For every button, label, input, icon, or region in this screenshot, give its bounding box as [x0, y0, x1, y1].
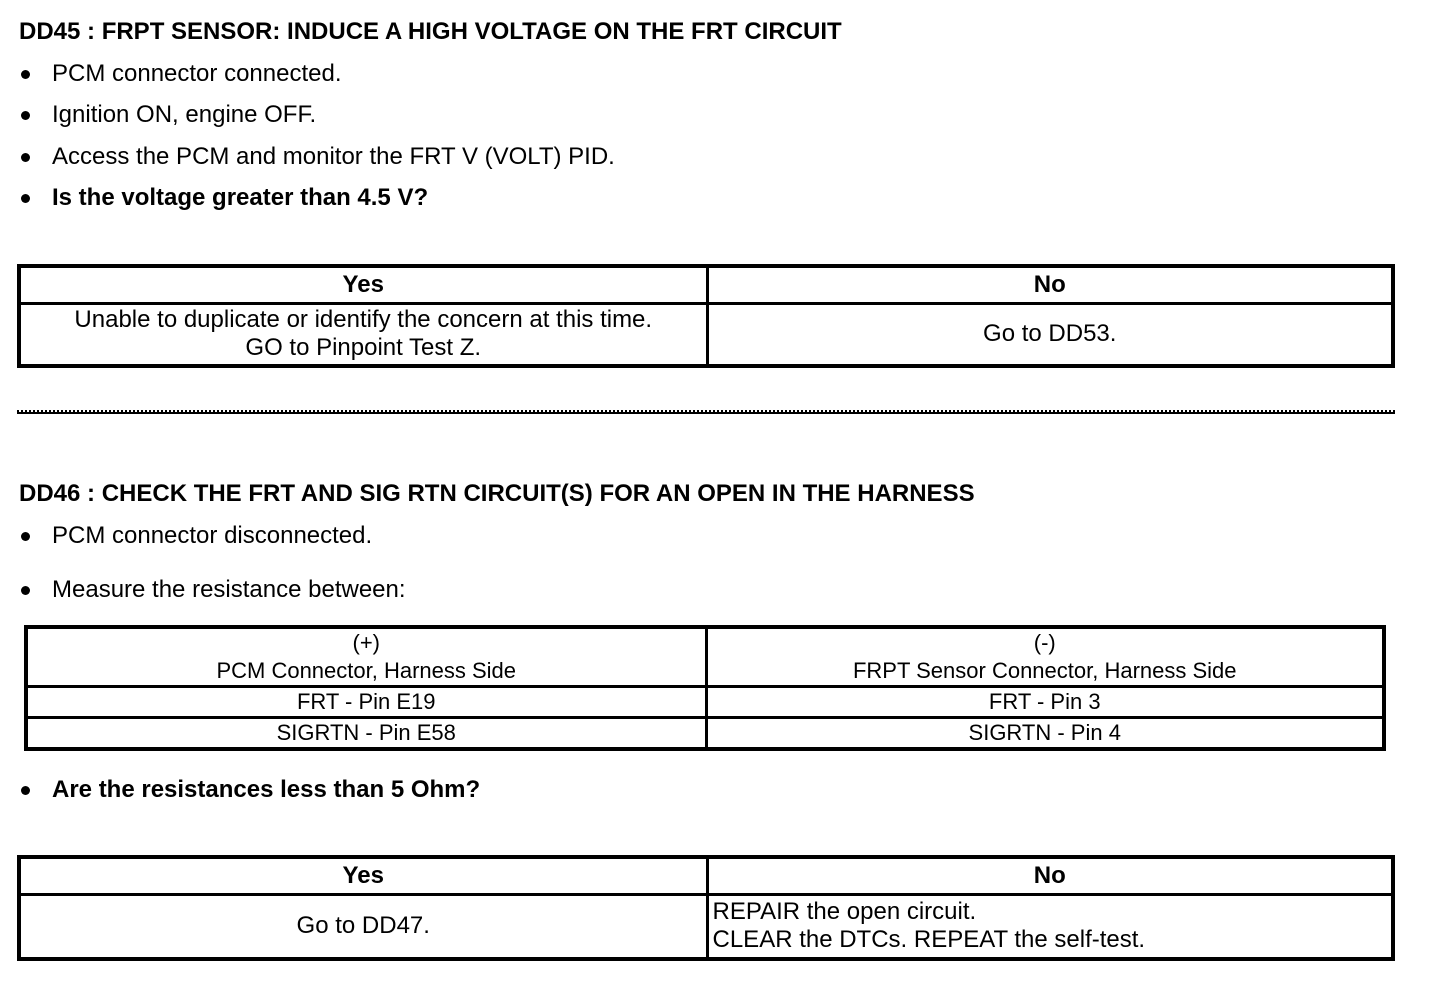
negative-column-header — [706, 627, 1384, 687]
yes-line-1: Unable to duplicate or identify the concern at this time. — [74, 306, 653, 334]
bullet-dot — [21, 111, 30, 120]
table-row — [26, 718, 1384, 750]
bullet-text: Measure the resistance between: — [52, 576, 406, 603]
bullet-dot — [21, 153, 30, 162]
no-header: No — [707, 266, 1393, 304]
bullet-text: Ignition ON, engine OFF. — [52, 101, 317, 128]
positive-column-header — [26, 627, 706, 687]
dd46-bullet-1 — [19, 522, 372, 550]
no-header: No — [707, 857, 1393, 895]
dd46-heading: DD46 : CHECK THE FRT AND SIG RTN CIRCUIT(S) FOR AN OPEN IN THE HARNESS — [19, 480, 975, 507]
yes-header: Yes — [19, 266, 707, 304]
negative-label: FRPT Sensor Connector, Harness Side — [852, 658, 1237, 683]
no-line-2: CLEAR the DTCs. REPEAT the self-test. — [712, 926, 1146, 954]
bullet-text: PCM connector connected. — [52, 60, 342, 87]
dd46-bullet-2 — [19, 576, 406, 604]
positive-sign: (+) — [352, 630, 380, 655]
bullet-dot — [21, 532, 30, 541]
pcm-pin-cell: FRT - Pin E19 — [26, 687, 706, 718]
bullet-text: Is the voltage greater than 4.5 V? — [52, 184, 429, 211]
dd45-bullet-2 — [19, 101, 316, 129]
bullet-text: Access the PCM and monitor the FRT V (VOLT) PID. — [52, 143, 615, 170]
yes-line-2: GO to Pinpoint Test Z. — [245, 334, 482, 362]
dd45-bullet-3 — [19, 143, 615, 171]
no-cell — [707, 895, 1393, 959]
bullet-text: PCM connector disconnected. — [52, 522, 373, 549]
dd45-bullet-1 — [19, 60, 342, 88]
bullet-text: Are the resistances less than 5 Ohm? — [52, 776, 481, 803]
bullet-dot — [21, 194, 30, 203]
dd46-yes-no-table — [17, 855, 1395, 961]
yes-cell — [19, 304, 707, 366]
yes-header: Yes — [19, 857, 707, 895]
resistance-measurement-table — [24, 625, 1386, 751]
dd46-question — [19, 776, 480, 804]
no-line-1: REPAIR the open circuit. — [712, 898, 977, 926]
no-cell: Go to DD53. — [707, 304, 1393, 366]
bullet-dot — [21, 786, 30, 795]
pcm-pin-cell: SIGRTN - Pin E58 — [26, 718, 706, 750]
bullet-dot — [21, 586, 30, 595]
positive-label: PCM Connector, Harness Side — [216, 658, 517, 683]
section-divider — [17, 410, 1395, 414]
table-row — [26, 687, 1384, 718]
yes-cell: Go to DD47. — [19, 895, 707, 959]
bullet-dot — [21, 70, 30, 79]
dd45-yes-no-table — [17, 264, 1395, 368]
sensor-pin-cell: SIGRTN - Pin 4 — [706, 718, 1384, 750]
dd45-question — [19, 184, 428, 212]
dd45-heading: DD45 : FRPT SENSOR: INDUCE A HIGH VOLTAGE ON THE FRT CIRCUIT — [19, 18, 842, 45]
negative-sign: (-) — [1033, 630, 1056, 655]
sensor-pin-cell: FRT - Pin 3 — [706, 687, 1384, 718]
